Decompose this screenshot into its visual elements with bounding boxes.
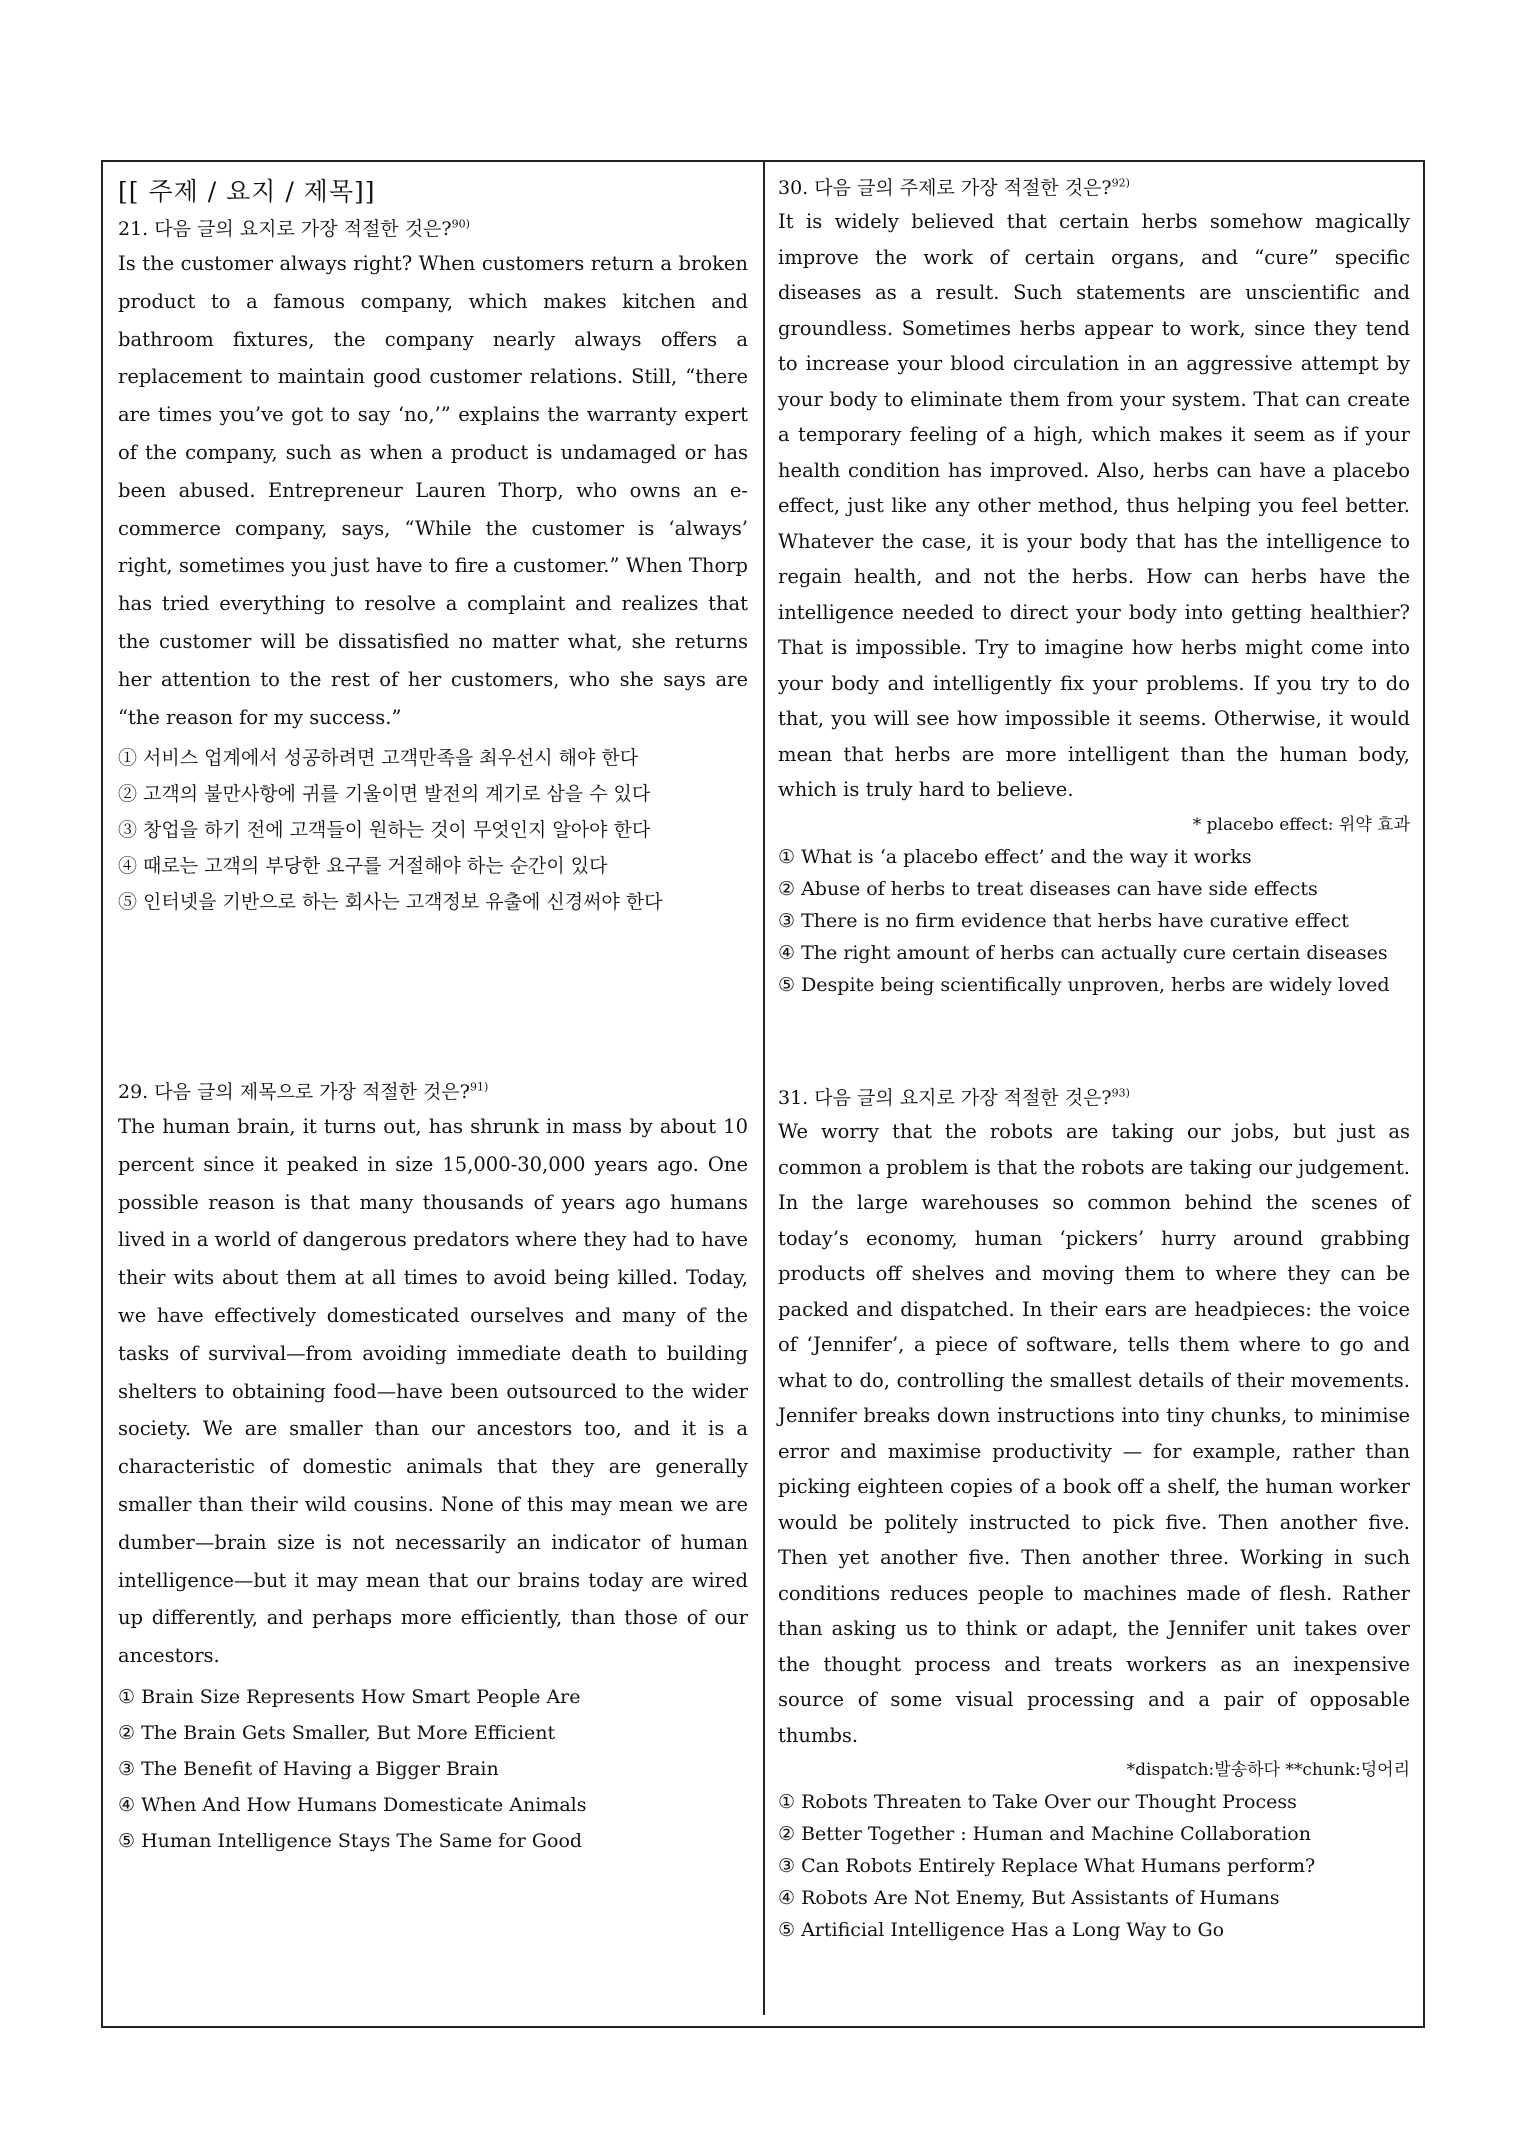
q29-options	[118, 1679, 748, 1859]
q30-footnote: * placebo effect: 위약 효과	[1192, 814, 1410, 835]
left-column-top	[118, 172, 748, 920]
q21-passage: Is the customer always right? When customers return a broken product to a famous company, which makes kitchen and bathroom fixtures, the company nearly always offers a replacement to maintain good customer relations. Still, “there are times you’ve got to say ‘no,’” explains the warranty expert of the company, such as when a product is undamaged or has been abused. Entrepreneur Lauren Thorp, who owns an e-commerce company, says, “While the customer is ‘always’ right, sometimes you just have to fire a customer.” When Thorp has tried everything to resolve a complaint and realizes that the customer will be dissatisfied no matter what, she returns her attention to the rest of her customers, who she says are “the reason for my success.”	[118, 252, 748, 729]
q29-option-5: ⑤ Human Intelligence Stays The Same for Good	[118, 1829, 583, 1852]
q31-option-3: ③ Can Robots Entirely Replace What Humans perform?	[778, 1855, 1316, 1877]
q21-option-3: ③ 창업을 하기 전에 고객들이 원하는 것이 무엇인지 알아야 한다	[118, 819, 651, 842]
q29-option-4: ④ When And How Humans Domesticate Animals	[118, 1793, 587, 1816]
column-divider	[763, 160, 765, 2015]
right-column-top	[778, 173, 1410, 1001]
q31-option-2: ② Better Together : Human and Machine Collaboration	[778, 1823, 1311, 1845]
q21-option-5: ⑤ 인터넷을 기반으로 하는 회사는 고객정보 유출에 신경써야 한다	[118, 891, 663, 914]
q29-title-text: 29. 다음 글의 제목으로 가장 적절한 것은?	[118, 1081, 470, 1103]
section-title: [[ 주제 / 요지 / 제목]]	[118, 177, 376, 206]
q30-title-text: 30. 다음 글의 주제로 가장 적절한 것은?	[778, 177, 1112, 199]
q31-options	[778, 1786, 1410, 1946]
q21-option-2: ② 고객의 불만사항에 귀를 기울이면 발전의 계기로 삼을 수 있다	[118, 783, 651, 806]
q31-footnote: *dispatch:발송하다 **chunk:덩어리	[1126, 1760, 1410, 1780]
q29-ref: 91)	[469, 1080, 489, 1094]
q30-options	[778, 841, 1410, 1001]
q30-option-1: ① What is ‘a placebo effect’ and the way it works	[778, 845, 1252, 868]
q21-ref: 90)	[451, 217, 470, 231]
q30-passage: It is widely believed that certain herbs somehow magically improve the work of certain organs, and “cure” specific diseases as a result. Such statements are unscientific and groundless. Sometimes herbs appear to work, since they tend to increase your blood circulation in an aggressive attempt by your body to eliminate them from your system. That can create a temporary feeling of a high, which makes it seem as if your health condition has improved. Also, herbs can have a placebo effect, just like any other method, thus helping you feel better. Whatever the case, it is your body that has the intelligence to regain health, and not the herbs. How can herbs have the intelligence needed to direct your body into getting healthier? That is impossible. Try to imagine how herbs might come into your body and intelligently fix your problems. If you try to do that, you will see how impossible it seems. Otherwise, it would mean that herbs are more intelligent than the human body, which is truly hard to believe.	[778, 210, 1410, 801]
q29-option-1: ① Brain Size Represents How Smart People Are	[118, 1685, 581, 1708]
q29-title	[118, 1077, 748, 1104]
right-column-bottom	[778, 1083, 1410, 1946]
q21-title	[118, 214, 748, 241]
left-column-bottom	[118, 1077, 748, 1859]
q21-options	[118, 740, 748, 920]
q31-option-5: ⑤ Artificial Intelligence Has a Long Way to Go	[778, 1919, 1225, 1941]
q31-ref: 93)	[1111, 1086, 1130, 1100]
q30-option-2: ② Abuse of herbs to treat diseases can have side effects	[778, 877, 1318, 900]
q29-option-3: ③ The Benefit of Having a Bigger Brain	[118, 1757, 499, 1780]
q30-ref: 92)	[1111, 176, 1130, 190]
q30-option-4: ④ The right amount of herbs can actually cure certain diseases	[778, 941, 1388, 964]
q21-option-1: ① 서비스 업계에서 성공하려면 고객만족을 최우선시 해야 한다	[118, 747, 639, 770]
q31-title	[778, 1083, 1410, 1110]
q31-option-1: ① Robots Threaten to Take Over our Thought Process	[778, 1791, 1297, 1813]
q30-option-3: ③ There is no firm evidence that herbs have curative effect	[778, 909, 1349, 932]
q31-title-text: 31. 다음 글의 요지로 가장 적절한 것은?	[778, 1087, 1112, 1109]
q21-title-text: 21. 다음 글의 요지로 가장 적절한 것은?	[118, 218, 452, 240]
q30-option-5: ⑤ Despite being scientifically unproven, herbs are widely loved	[778, 973, 1390, 996]
q29-passage: The human brain, it turns out, has shrunk in mass by about 10 percent since it peaked in size 15,000-30,000 years ago. One possible reason is that many thousands of years ago humans lived in a world of dangerous predators where they had to have their wits about them at all times to avoid being killed. Today, we have effectively domesticated ourselves and many of the tasks of survival—from avoiding immediate death to building shelters to obtaining food—have been outsourced to the wider society. We are smaller than our ancestors too, and it is a characteristic of domestic animals that they are generally smaller than their wild cousins. None of this may mean we are dumber—brain size is not necessarily an indicator of human intelligence—but it may mean that our brains today are wired up differently, and perhaps more efficiently, than those of our ancestors.	[118, 1115, 748, 1668]
q21-option-4: ④ 때로는 고객의 부당한 요구를 거절해야 하는 순간이 있다	[118, 855, 608, 878]
q29-option-2: ② The Brain Gets Smaller, But More Efficient	[118, 1721, 556, 1744]
q31-passage: We worry that the robots are taking our jobs, but just as common a problem is that the robots are taking our judgement. In the large warehouses so common behind the scenes of today’s economy, human ‘pickers’ hurry around grabbing products off shelves and moving them to where they can be packed and dispatched. In their ears are headpieces: the voice of ‘Jennifer’, a piece of software, tells them where to go and what to do, controlling the smallest details of their movements. Jennifer breaks down instructions into tiny chunks, to minimise error and maximise productivity — for example, rather than picking eighteen copies of a book off a shelf, the human worker would be politely instructed to pick five. Then another five. Then yet another five. Then another three. Working in such conditions reduces people to machines made of flesh. Rather than asking us to think or adapt, the Jennifer unit takes over the thought process and treats workers as an inexpensive source of some visual processing and a pair of opposable thumbs.	[778, 1120, 1410, 1747]
q30-title	[778, 173, 1410, 200]
q31-option-4: ④ Robots Are Not Enemy, But Assistants of Humans	[778, 1887, 1280, 1909]
